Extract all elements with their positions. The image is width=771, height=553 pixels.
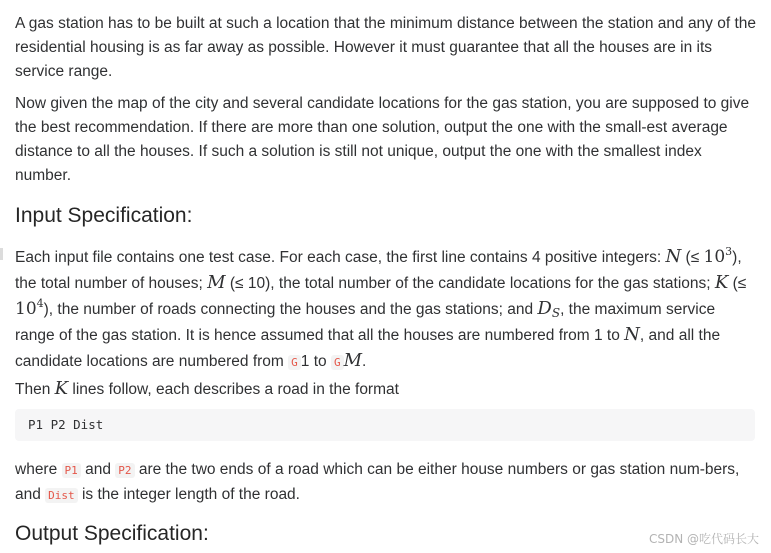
math-K-2: K: [54, 378, 69, 399]
road-format-paragraph: Then K lines follow, each describes a road in the format: [15, 378, 399, 399]
inline-code-G-2: G: [331, 355, 344, 370]
road-description-paragraph: where P1 and P2 are the two ends of a road which can be either house numbers or gas station num-bers, and Dist is the integer length of the road.: [15, 461, 740, 503]
input-description-paragraph: Each input file contains one test case. For each case, the first line contains 4 positive integers: N (≤ $10^3$), the total number of houses; M (≤ 10), the total number of the candidate locations for the gas stations; K (≤ $10^4$), the number of roads connecting the houses and the gas stations; and $D_S$, the maximum service range of the gas station. It is hence assumed that all the houses are numbered from 1 to N, and all the candidate locations are numbered from G 1 to G M.: [15, 245, 747, 371]
math-M-2: M: [343, 350, 362, 371]
intro-paragraph: A gas station has to be built at such a location that the minimum distance between the station and any of the residential housing is as far away as possible. However it must guarantee that all the houses are in its service range.: [15, 15, 757, 80]
inline-code-P1: P1: [62, 463, 81, 478]
math-N-2: N: [624, 324, 640, 345]
math-10-pow-3: 10: [703, 247, 726, 267]
csdn-watermark: CSDN @吃代码长大: [648, 532, 759, 546]
inline-code-G: G: [288, 355, 301, 370]
math-K: K: [714, 272, 729, 293]
math-D: D: [537, 298, 552, 319]
math-N: N: [665, 246, 682, 267]
math-M: M: [207, 272, 226, 293]
input-specification-heading: Input Specification:: [15, 204, 193, 227]
code-block: P1 P2 Dist: [15, 409, 755, 441]
inline-code-Dist: Dist: [45, 488, 78, 503]
recommendation-paragraph: Now given the map of the city and several candidate locations for the gas station, you are supposed to give the best recommendation. If there are more than one solution, output the one with the small-est average distance to all the houses. If such a solution is still not unique, output the one with the smallest index number.: [15, 95, 750, 184]
left-edge-marker: [0, 248, 3, 260]
inline-code-P2: P2: [115, 463, 134, 478]
math-10-pow-4: 10: [15, 299, 37, 319]
output-specification-heading: Output Specification:: [15, 522, 209, 545]
